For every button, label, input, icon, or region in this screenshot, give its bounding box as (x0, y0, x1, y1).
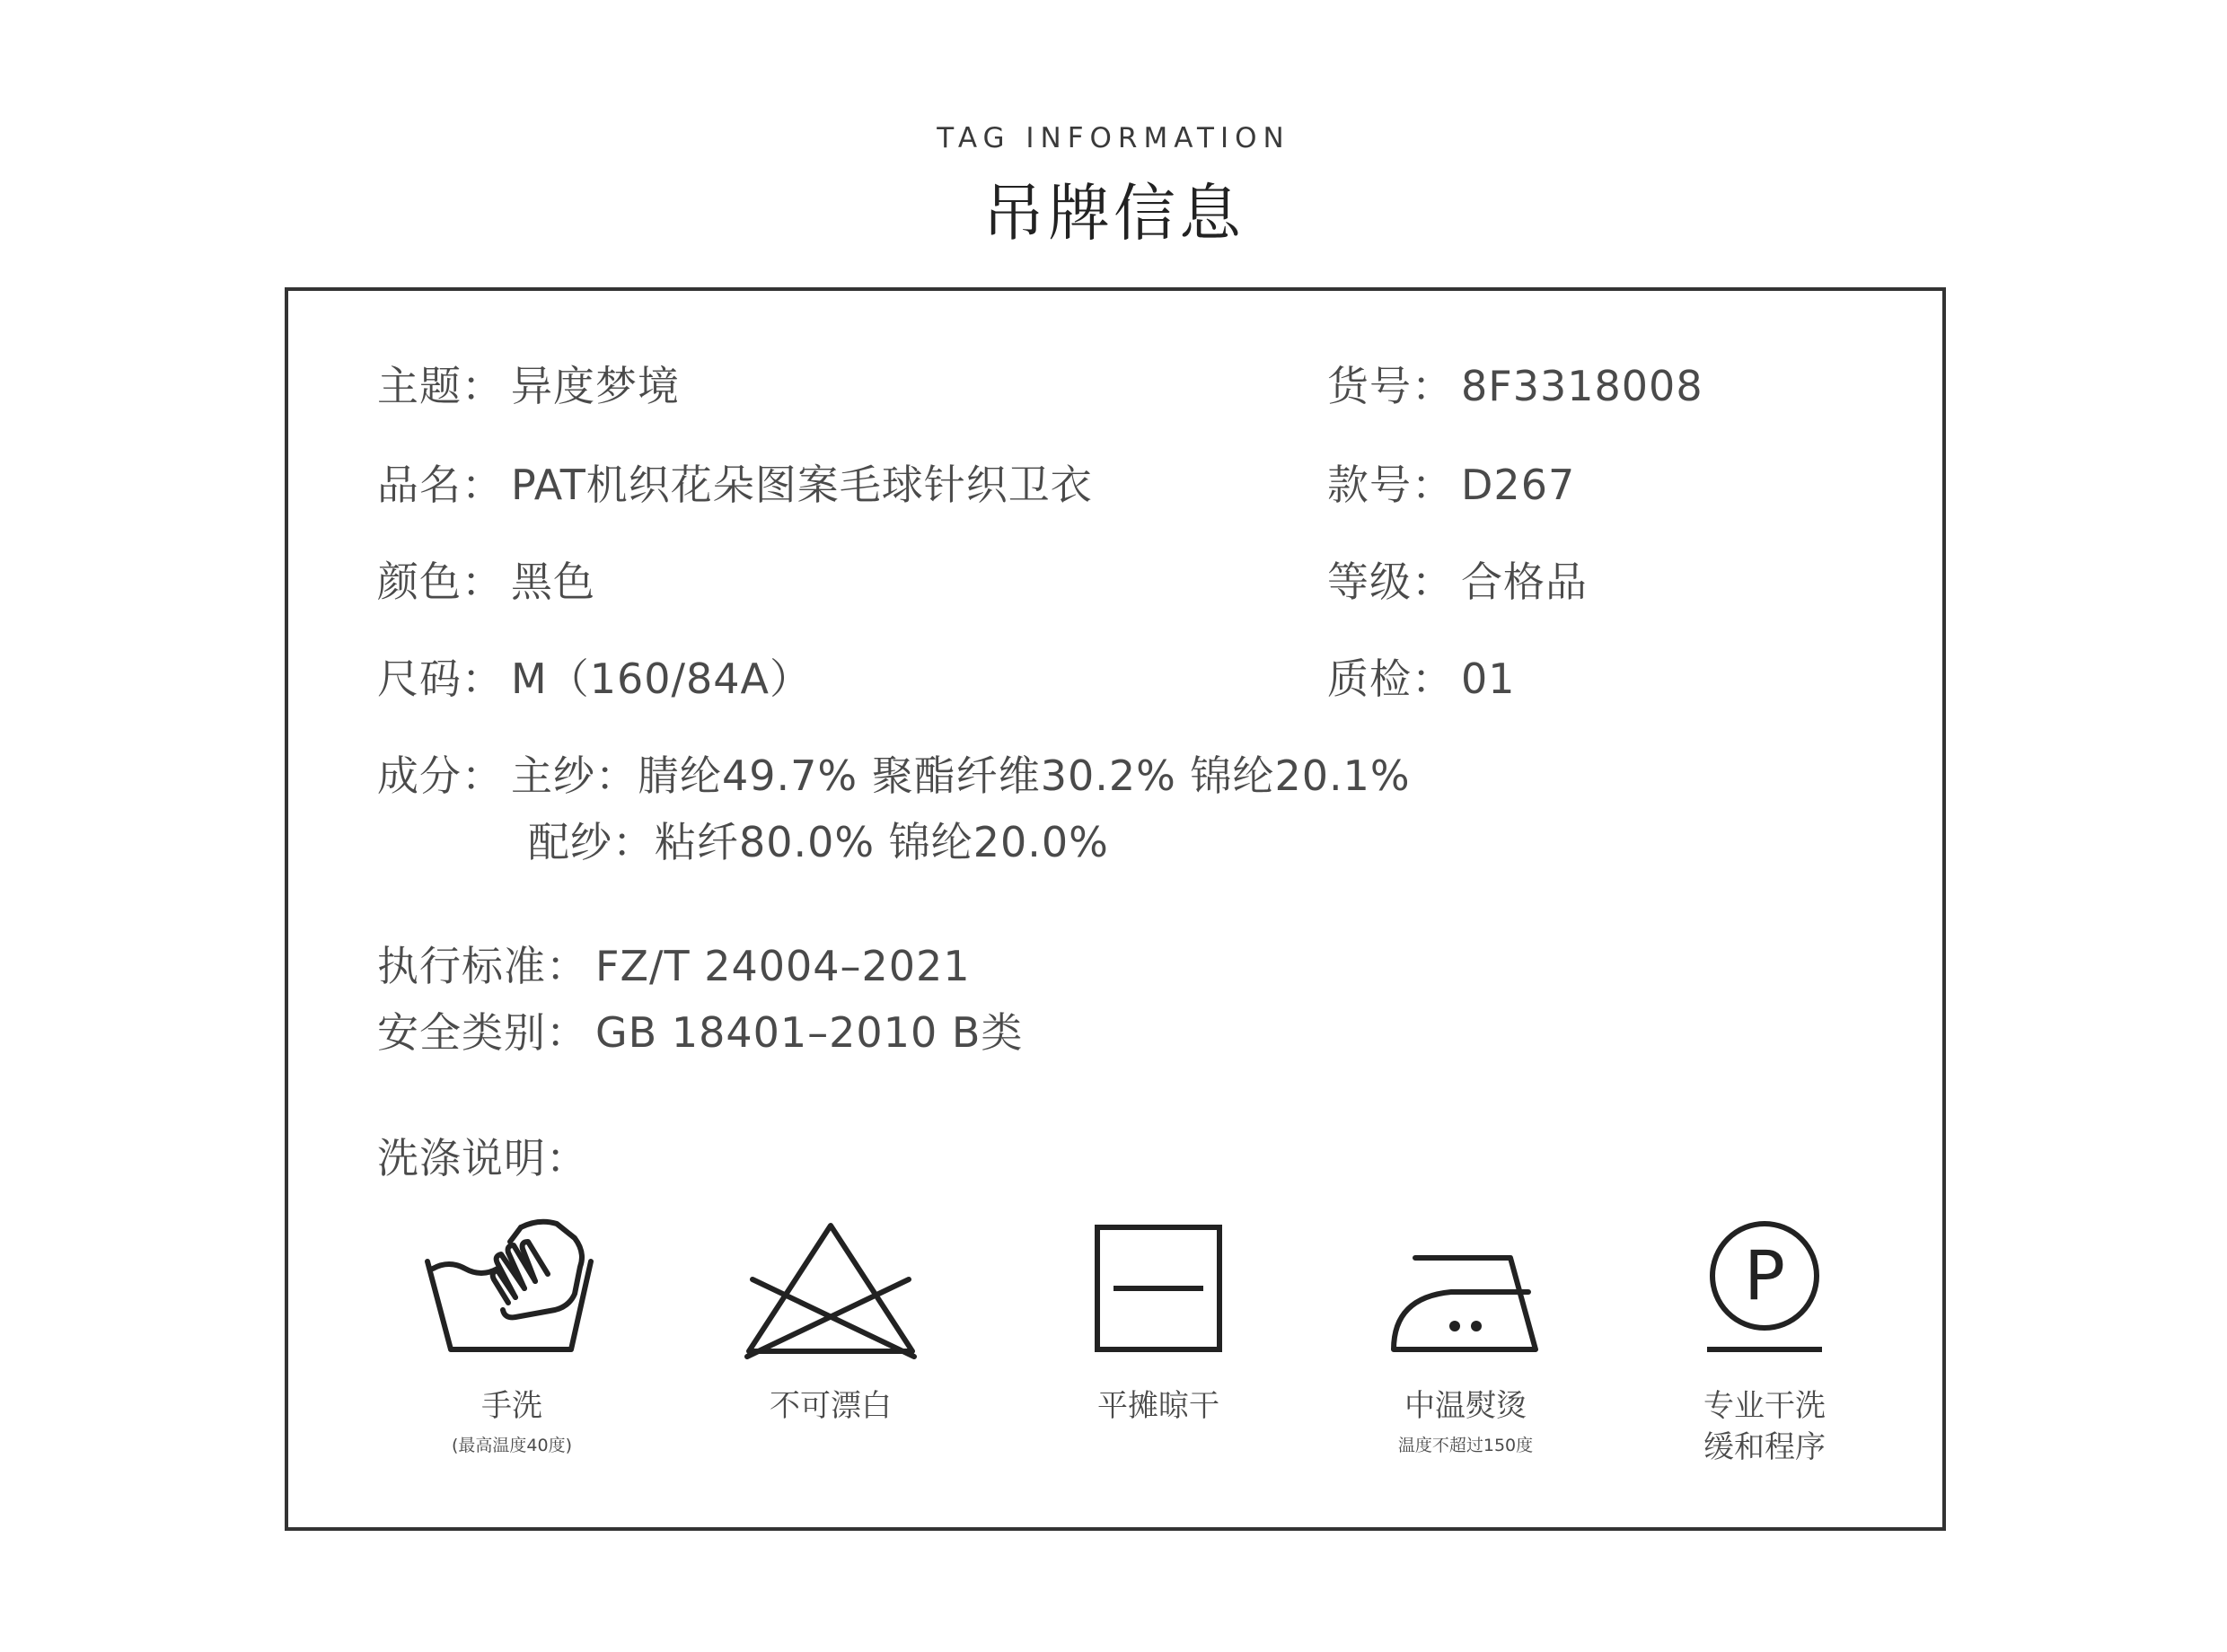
care-label-dry-clean: 专业干洗 (1703, 1388, 1826, 1424)
care-note-hand-wash: (最高温度40度) (451, 1436, 572, 1455)
article-label: 货号： (1327, 362, 1454, 410)
care-item-no-bleach (696, 1217, 965, 1477)
composition-row-2 (528, 817, 1109, 867)
composition-row (377, 751, 1411, 801)
header-subtitle: TAG INFORMATION (937, 122, 1290, 154)
color-value: 黑色 (511, 558, 595, 606)
theme-row (377, 361, 680, 411)
care-label-iron: 中温熨烫 (1404, 1388, 1527, 1424)
name-row (377, 460, 1093, 510)
qc-value: 01 (1461, 655, 1516, 703)
care-item-hand-wash (377, 1217, 647, 1477)
care-item-dry-clean (1630, 1217, 1899, 1477)
iron-medium-icon (1385, 1217, 1546, 1360)
size-label: 尺码： (377, 655, 504, 703)
safety-row (377, 1007, 1023, 1058)
hand-wash-icon (422, 1217, 602, 1356)
article-row (1327, 361, 1703, 411)
grade-value: 合格品 (1461, 558, 1588, 606)
style-label: 款号： (1327, 461, 1454, 509)
composition-secondary-yarn: 配纱：粘纤80.0% 锦纶20.0% (528, 818, 1109, 866)
article-value: 8F3318008 (1461, 362, 1703, 410)
theme-value: 异度梦境 (511, 362, 680, 410)
grade-label: 等级： (1327, 558, 1454, 606)
composition-label: 成分： (377, 751, 504, 800)
color-label: 颜色： (377, 558, 504, 606)
style-row (1327, 460, 1575, 510)
dry-clean-symbol: P (1744, 1235, 1785, 1315)
size-value: M（160/84A） (511, 655, 812, 703)
professional-dry-clean-icon (1693, 1217, 1836, 1360)
grade-row (1327, 557, 1588, 607)
care-heading: 洗涤说明： (377, 1134, 588, 1182)
theme-label: 主题： (377, 362, 504, 410)
standard-value: FZ/T 24004–2021 (595, 942, 971, 990)
care-label-dry-flat: 平摊晾干 (1097, 1388, 1219, 1424)
qc-label: 质检： (1327, 655, 1454, 703)
size-row (377, 654, 812, 704)
care-item-dry-flat (1024, 1217, 1293, 1477)
safety-label: 安全类别： (377, 1008, 588, 1057)
care-note-iron: 温度不超过150度 (1397, 1436, 1534, 1455)
standard-label: 执行标准： (377, 942, 588, 990)
name-value: PAT机织花朵图案毛球针织卫衣 (511, 461, 1093, 509)
safety-value: GB 18401–2010 B类 (595, 1008, 1024, 1057)
iron-dot (1449, 1321, 1460, 1331)
care-label-no-bleach: 不可漂白 (770, 1388, 892, 1424)
composition-main-yarn: 主纱：腈纶49.7% 聚酯纤维30.2% 锦纶20.1% (511, 751, 1411, 800)
style-value: D267 (1461, 461, 1576, 509)
iron-dot (1471, 1321, 1482, 1331)
dry-flat-icon (1087, 1217, 1230, 1360)
no-bleach-icon (736, 1217, 925, 1360)
care-label-hand-wash: 手洗 (481, 1388, 542, 1424)
name-label: 品名： (377, 461, 504, 509)
page-title: 吊牌信息 (982, 178, 1245, 250)
qc-row (1327, 654, 1516, 704)
care-label-dry-clean-2: 缓和程序 (1703, 1429, 1826, 1465)
color-row (377, 557, 595, 607)
standard-row (377, 941, 971, 991)
care-item-iron (1331, 1217, 1600, 1477)
